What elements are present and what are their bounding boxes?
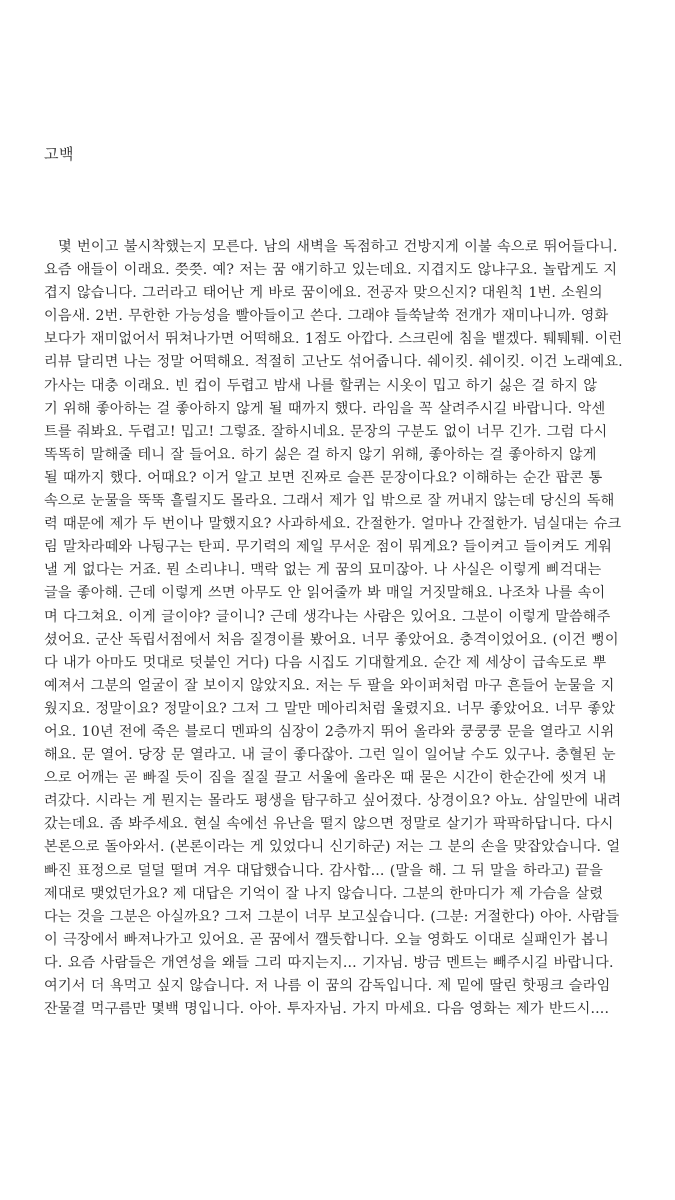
document-title: 고백 bbox=[44, 145, 74, 163]
text-line: 리뷰 달리면 나는 정말 어떡해요. 적절히 고난도 섞어줍니다. 쉐이킷. 쉐이킷. 이건 노래예요. bbox=[44, 354, 623, 371]
text-line: 요즘 애들이 이래요. 쯧쯧. 예? 저는 꿈 얘기하고 있는데요. 지겹지도 않냐구요. 놀랍게도 지 bbox=[44, 262, 618, 279]
text-line: 글을 좋아해. 근데 이렇게 쓰면 아무도 안 읽어줄까 봐 매일 거짓말해요. 나조차 나를 속이 bbox=[44, 585, 606, 602]
text-line: 될 때까지 했다. 어때요? 이거 알고 보면 진짜로 슬픈 문장이다요? 이해하는 순간 팝콘 통 bbox=[44, 469, 603, 486]
text-line: 겹지 않습니다. 그러라고 태어난 게 바로 꿈이에요. 전공자 맞으신지? 대원칙 1번. 소원의 bbox=[44, 285, 603, 302]
text-line: 예져서 그분의 얼굴이 잘 보이지 않았지요. 저는 두 팔을 와이퍼처럼 마구 흔들어 눈물을 지 bbox=[44, 677, 615, 694]
text-line: 보다가 재미없어서 뛰쳐나가면 어떡해요. 1점도 아깝다. 스크린에 침을 뱉겠다. 퉤퉤퉤. 이런 bbox=[44, 331, 623, 348]
text-line: 본론으로 돌아와서. (본론이라는 게 있었다니 신기하군) 저는 그 분의 손을 맞잡았습니다. 얼 bbox=[44, 839, 621, 856]
text-line: 빠진 표정으로 덜덜 떨며 겨우 대답했습니다. 감사합... (말을 해. 그 뒤 말을 하라고) 끝을 bbox=[44, 862, 603, 879]
text-line: 갔는데요. 좀 봐주세요. 현실 속에선 유난을 떨지 않으면 정말로 살기가 팍팍하답니다. 다시 bbox=[44, 816, 614, 833]
text-line: 으로 어깨는 곧 빠질 듯이 짐을 질질 끌고 서울에 올라온 때 묻은 시간이 한순간에 씻겨 내 bbox=[44, 770, 607, 787]
text-line: 어요. 10년 전에 죽은 블로디 멘파의 심장이 2층까지 뛰어 올라와 쿵쿵쿵 문을 열라고 시위 bbox=[44, 723, 615, 740]
text-line: 셨어요. 군산 독립서점에서 처음 질경이를 봤어요. 너무 좋았어요. 충격이었어요. (이건 뻥이 bbox=[44, 631, 619, 648]
text-line: 낼 게 없다는 거죠. 뭔 소리냐니. 맥락 없는 게 꿈의 묘미잖아. 나 사실은 이렇게 삐걱대는 bbox=[44, 562, 602, 579]
text-line: 여기서 더 욕먹고 싶지 않습니다. 저 나름 이 꿈의 감독입니다. 제 밑에 딸린 핫핑크 슬라임 bbox=[44, 978, 611, 994]
body-text bbox=[44, 236, 634, 1021]
text-line: 트를 줘봐요. 두렵고! 밉고! 그렇죠. 잘하시네요. 문장의 구분도 없이 너무 긴가. 그럼 다시 bbox=[44, 423, 608, 440]
text-line: 기 위해 좋아하는 걸 좋아하지 않게 될 때까지 했다. 라임을 꼭 살려주시길 바랍니다. 악센 bbox=[44, 400, 606, 417]
text-line: 웠지요. 정말이요? 정말이요? 그저 그 말만 메아리처럼 울렸지요. 너무 좋았어요. 너무 좋았 bbox=[44, 700, 616, 717]
text-line: 가사는 대충 이래요. 빈 컵이 두렵고 밤새 나를 할퀴는 시옷이 밉고 하기 싫은 걸 하지 않 bbox=[44, 377, 598, 394]
text-line: 며 다그쳐요. 이게 글이야? 글이니? 근데 생각나는 사람은 있어요. 그분이 이렇게 말씀해주 bbox=[44, 608, 611, 625]
text-line: 이음새. 2번. 무한한 가능성을 빨아들이고 쓴다. 그래야 들쑥날쑥 전개가 재미나니까. 영화 bbox=[44, 308, 609, 325]
text-line: 제대로 맺었던가요? 제 대답은 기억이 잘 나지 않습니다. 그분의 한마디가 제 가슴을 살렸 bbox=[44, 885, 604, 902]
text-line: 다는 것을 그분은 아실까요? 그저 그분이 너무 보고싶습니다. (그분: 거절한다) 아아. 사람들 bbox=[44, 908, 620, 925]
text-line: 다. 요즘 사람들은 개연성을 왜들 그리 따지는지... 기자님. 방금 멘트는 빼주시길 바랍니다. bbox=[44, 954, 614, 971]
text-line: 잔물결 먹구름만 몇백 명입니다. 아아. 투자자님. 가지 마세요. 다음 영화는 제가 반드시.... bbox=[44, 1001, 610, 1018]
text-line: 속으로 눈물을 뚝뚝 흘릴지도 몰라요. 그래서 제가 입 밖으로 잘 꺼내지 않는데 당신의 독해 bbox=[44, 493, 615, 510]
text-line: 려갔다. 시라는 게 뭔지는 몰라도 평생을 탐구하고 싶어졌다. 상경이요? 아뇨. 삼일만에 내려 bbox=[44, 793, 622, 810]
text-line: 해요. 문 열어. 당장 문 열라고. 내 글이 좋다잖아. 그런 일이 일어날 수도 있구나. 충혈된 눈 bbox=[44, 747, 616, 764]
text-line: 력 때문에 제가 두 번이나 말했지요? 사과하세요. 간절한가. 얼마나 간절한가. 넘실대는 슈크 bbox=[44, 516, 622, 533]
text-line: 몇 번이고 불시착했는지 모른다. 남의 새벽을 독점하고 건방지게 이불 속으로 뛰어들다니. bbox=[58, 239, 618, 255]
text-line: 이 극장에서 빠져나가고 있어요. 곧 꿈에서 깰듯합니다. 오늘 영화도 이대로 실패인가 봅니 bbox=[44, 931, 609, 948]
text-line: 림 말차라떼와 나뒹구는 탄피. 무기력의 제일 무서운 점이 뭐게요? 들이켜고 들이켜도 게워 bbox=[44, 539, 612, 556]
text-line: 다 내가 아마도 멋대로 덧붙인 거다) 다음 시집도 기대할게요. 순간 제 세상이 급속도로 뿌 bbox=[44, 654, 607, 671]
text-line: 똑똑히 말해줄 테니 잘 들어요. 하기 싫은 걸 하지 않기 위해, 좋아하는 걸 좋아하지 않게 bbox=[44, 446, 597, 463]
